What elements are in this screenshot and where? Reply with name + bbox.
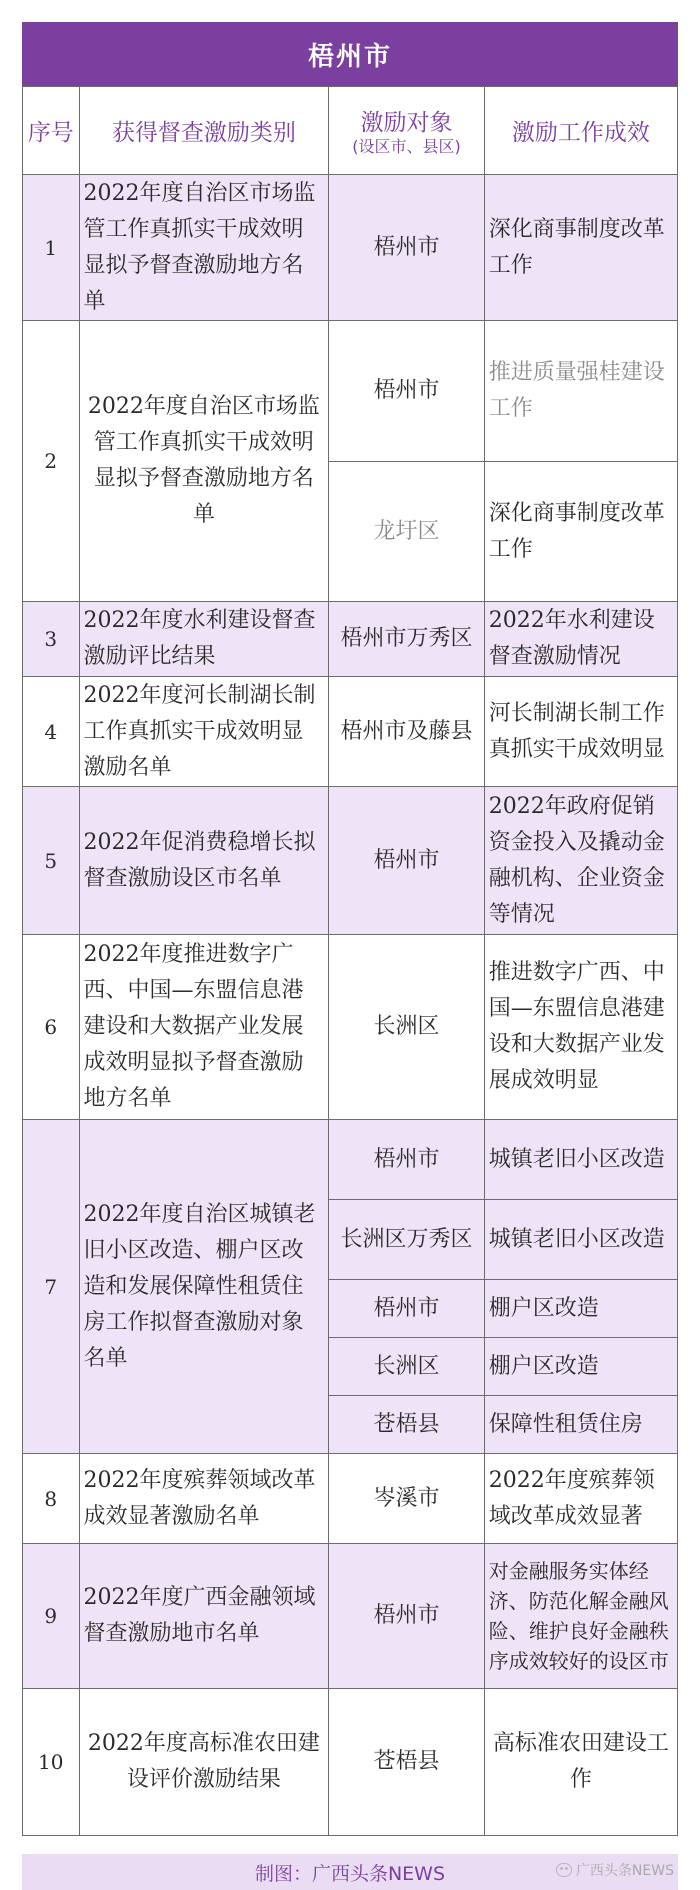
row-number: 4 [23, 677, 80, 787]
table-row [23, 1454, 678, 1544]
watermark-text: 广西头条NEWS [575, 1863, 674, 1879]
target-cell: 梧州市 [329, 1280, 485, 1338]
target-cell: 梧州市 [329, 787, 485, 935]
effect-cell: 2022年政府促销资金投入及撬动金融机构、企业资金等情况 [484, 787, 677, 935]
category-cell: 2022年度水利建设督查激励评比结果 [79, 602, 329, 677]
table-row [23, 677, 678, 787]
target-cell: 梧州市 [329, 321, 485, 462]
category-cell: 2022年度自治区市场监管工作真抓实干成效明显拟予督查激励地方名单 [79, 175, 329, 321]
target-cell: 长洲区 [329, 1338, 485, 1396]
header-target-sub: (设区市、县区) [352, 137, 461, 156]
target-cell: 长洲区万秀区 [329, 1200, 485, 1280]
header-effect: 激励工作成效 [484, 87, 677, 175]
effect-text: 对金融服务实体经济、防范化解金融风险、维护良好金融秩序成效较好的设区市 [488, 1559, 669, 1673]
effect-cell: 城镇老旧小区改造 [484, 1120, 677, 1200]
table-row [23, 1544, 678, 1689]
effect-cell: 高标准农田建设工作 [484, 1689, 677, 1836]
data-sheet [22, 22, 678, 1885]
category-cell: 2022年度推进数字广西、中国—东盟信息港建设和大数据产业发展成效明显拟予督查激励地方名单 [79, 935, 329, 1120]
row-number: 7 [23, 1120, 80, 1454]
header-no: 序号 [23, 87, 80, 175]
effect-cell: 保障性租赁住房 [484, 1396, 677, 1454]
target-cell: 梧州市 [329, 1544, 485, 1689]
effect-cell: 2022年度殡葬领域改革成效显著 [484, 1454, 677, 1544]
row-number: 8 [23, 1454, 80, 1544]
effect-cell: 河长制湖长制工作真抓实干成效明显 [484, 677, 677, 787]
row-number: 1 [23, 175, 80, 321]
row-number: 6 [23, 935, 80, 1120]
effect-cell: 深化商事制度改革工作 [484, 462, 677, 602]
table-row [23, 935, 678, 1120]
target-cell: 苍梧县 [329, 1689, 485, 1836]
table-row [23, 1120, 678, 1200]
incentive-table [22, 86, 678, 1836]
row-number: 2 [23, 321, 80, 602]
target-cell: 长洲区 [329, 935, 485, 1120]
header-category: 获得督查激励类别 [79, 87, 329, 175]
row-number: 5 [23, 787, 80, 935]
category-cell: 2022年度自治区城镇老旧小区改造、棚户区改造和发展保障性租赁住房工作拟督查激励对象名单 [79, 1120, 329, 1454]
table-row [23, 787, 678, 935]
effect-cell: 推进数字广西、中国—东盟信息港建设和大数据产业发展成效明显 [484, 935, 677, 1120]
target-cell: 岑溪市 [329, 1454, 485, 1544]
effect-cell: 棚户区改造 [484, 1338, 677, 1396]
target-cell: 梧州市 [329, 175, 485, 321]
effect-cell [484, 1544, 677, 1689]
category-cell: 2022年度殡葬领域改革成效显著激励名单 [79, 1454, 329, 1544]
footer-credit: 制图：广西头条NEWS [22, 1854, 678, 1890]
row-number: 10 [23, 1689, 80, 1836]
category-cell: 2022年度自治区市场监管工作真抓实干成效明显拟予督查激励地方名单 [79, 321, 329, 602]
header-row [23, 87, 678, 175]
table-row [23, 1689, 678, 1836]
header-target-label: 激励对象 [360, 110, 453, 136]
table-row [23, 602, 678, 677]
effect-cell: 城镇老旧小区改造 [484, 1200, 677, 1280]
effect-cell: 深化商事制度改革工作 [484, 175, 677, 321]
table-title: 梧州市 [22, 22, 678, 86]
target-cell: 梧州市及藤县 [329, 677, 485, 787]
category-cell: 2022年度河长制湖长制工作真抓实干成效明显激励名单 [79, 677, 329, 787]
watermark [556, 1860, 674, 1880]
row-number: 3 [23, 602, 80, 677]
target-cell: 苍梧县 [329, 1396, 485, 1454]
target-cell: 梧州市 [329, 1120, 485, 1200]
row-number: 9 [23, 1544, 80, 1689]
target-cell: 龙圩区 [329, 462, 485, 602]
table-row [23, 175, 678, 321]
header-target [329, 87, 485, 175]
category-cell: 2022年度高标准农田建设评价激励结果 [79, 1689, 329, 1836]
target-cell: 梧州市万秀区 [329, 602, 485, 677]
table-row [23, 321, 678, 462]
category-cell: 2022年度广西金融领域督查激励地市名单 [79, 1544, 329, 1689]
effect-cell: 推进质量强桂建设工作 [484, 321, 677, 462]
effect-cell: 2022年水利建设督查激励情况 [484, 602, 677, 677]
effect-cell: 棚户区改造 [484, 1280, 677, 1338]
category-cell: 2022年促消费稳增长拟督查激励设区市名单 [79, 787, 329, 935]
wechat-icon [556, 1863, 572, 1877]
